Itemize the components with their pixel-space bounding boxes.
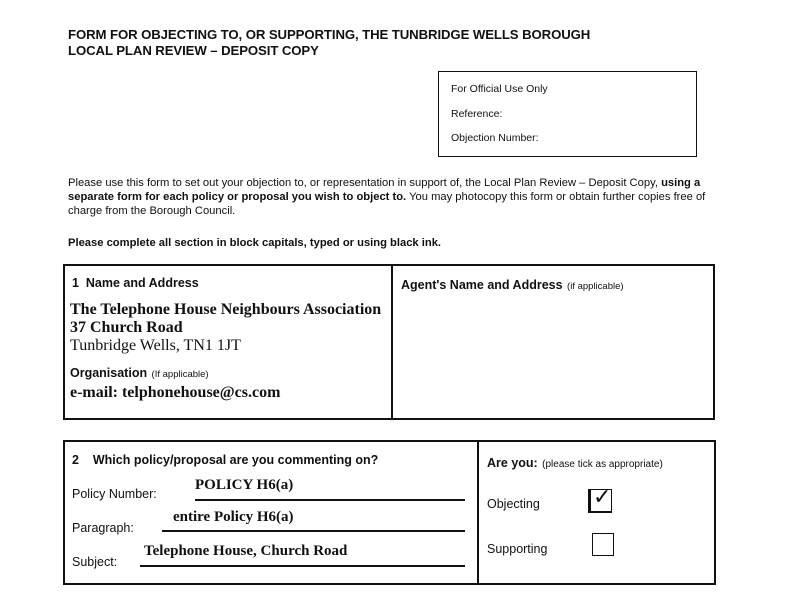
form-title <box>68 27 590 59</box>
reference-label: Reference: <box>451 108 503 120</box>
checkmark-icon: ✓ <box>593 485 612 510</box>
official-use-heading: For Official Use Only <box>451 83 548 95</box>
section-1-heading <box>72 276 199 290</box>
paragraph-value[interactable]: entire Policy H6(a) <box>173 509 294 525</box>
policy-number-underline <box>195 499 465 501</box>
section-2-divider <box>477 442 479 583</box>
objection-number-label: Objection Number: <box>451 132 539 144</box>
agent-heading <box>401 276 624 294</box>
paragraph-underline <box>162 530 465 532</box>
supporting-checkbox[interactable] <box>592 533 614 556</box>
subject-underline <box>140 565 465 567</box>
instruction-text: Please complete all section in block capitals, typed or using black ink. <box>68 237 442 249</box>
applicant-name[interactable]: The Telephone House Neighbours Association <box>70 301 382 318</box>
subject-label: Subject: <box>72 555 118 569</box>
organisation-label <box>70 364 209 382</box>
policy-number-value[interactable]: POLICY H6(a) <box>195 477 294 493</box>
section-2-number: 2 <box>72 453 79 467</box>
objecting-checkbox[interactable] <box>588 485 612 513</box>
applicant-address-line-2[interactable]: Tunbridge Wells, TN1 1JT <box>70 337 241 354</box>
applicant-address-line-1[interactable]: 37 Church Road <box>70 319 183 336</box>
official-use-box <box>438 71 697 157</box>
intro-text-3: You may photocopy this form or obtain further copies free of charge from the Borough Council. <box>68 191 706 217</box>
agent-note: (if applicable) <box>567 281 624 292</box>
are-you-label: Are you: <box>487 456 538 470</box>
email-field[interactable]: e-mail: telphonehouse@cs.com <box>70 384 281 401</box>
intro-text-1: Please use this form to set out your objection to, or representation in support of, the Local Plan Review – Deposit Copy, <box>68 177 662 189</box>
section-2-title: Which policy/proposal are you commenting on? <box>92 453 379 467</box>
agent-heading-text: Agent's Name and Address <box>401 278 563 292</box>
policy-number-label: Policy Number: <box>72 487 157 501</box>
form-title-line-2: LOCAL PLAN REVIEW – DEPOSIT COPY <box>68 43 319 58</box>
paragraph-label: Paragraph: <box>72 521 134 535</box>
are-you-note: (please tick as appropriate) <box>542 459 663 470</box>
intro-text-bold: using a separate form for each policy or proposal you wish to object to. <box>68 177 701 203</box>
supporting-label: Supporting <box>487 542 548 556</box>
section-1-number: 1 <box>72 276 79 290</box>
section-1-title: Name and Address <box>85 276 199 290</box>
are-you-heading <box>487 454 663 472</box>
section-1-box <box>63 264 715 420</box>
form-title-line-1: FORM FOR OBJECTING TO, OR SUPPORTING, THE TUNBRIDGE WELLS BOROUGH <box>68 27 591 42</box>
organisation-label-text: Organisation <box>70 366 148 380</box>
subject-value[interactable]: Telephone House, Church Road <box>144 543 348 559</box>
section-2-box <box>63 440 716 585</box>
intro-paragraph <box>68 176 728 218</box>
organisation-note: (If applicable) <box>151 369 209 380</box>
section-1-divider <box>391 266 393 418</box>
objecting-label: Objecting <box>487 497 540 511</box>
section-2-heading <box>72 453 378 467</box>
